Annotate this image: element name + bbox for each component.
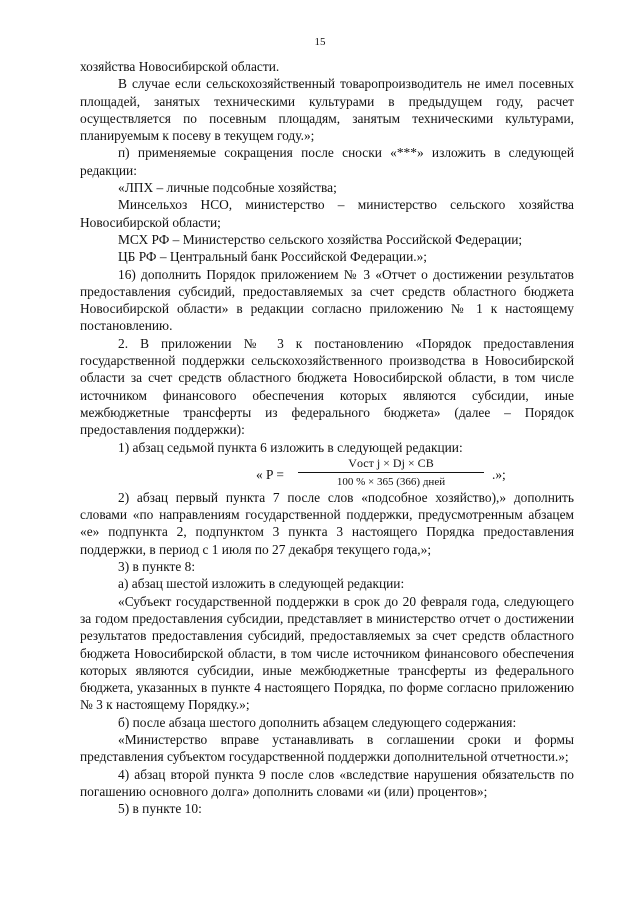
formula-end: .»; — [492, 466, 506, 482]
paragraph: 2. В приложении № 3 к постановлению «Порядок предоставления государственной поддержки сельскохозяйственного производства в Новосибирской области за счет средств областного бюджета Новосибирской области, в том числе источником финансового обеспечения которых являются субсидии, иные межбюджетные трансферты из федерального бюджета» (далее – Порядок предоставления поддержки): — [80, 335, 574, 438]
paragraph: 5) в пункте 10: — [118, 801, 202, 817]
document-body — [80, 58, 574, 817]
formula-fraction — [298, 456, 484, 489]
formula-denominator: 100 % × 365 (366) дней — [298, 472, 484, 489]
paragraph: 3) в пункте 8: — [118, 559, 196, 575]
paragraph: 1) абзац седьмой пункта 6 изложить в следующей редакции: — [118, 439, 463, 455]
paragraph: В случае если сельскохозяйственный товаропроизводитель не имел посевных площадей, занятых техническими культурами в предыдущем году, расчет осуществляется по посевным площадям, занятым техническими культурами, планируемым к посеву в текущем году.»; — [80, 76, 574, 144]
paragraph: «Министерство вправе устанавливать в соглашении сроки и формы представления субъектом государственной поддержки дополнительной отчетности.»; — [80, 731, 574, 765]
paragraph: МСХ РФ – Министерство сельского хозяйства Российской Федерации; — [118, 231, 523, 247]
paragraph: «Субъект государственной поддержки в срок до 20 февраля года, следующего за годом предоставления субсидии, представляет в министерство отчет о достижении результатов предоставления субсидий, предоставляемых за счет средств областного бюджета Новосибирской области, в том числе источником финансового обеспечения которых являются субсидии, иные межбюджетные трансферты из федерального бюджета, указанных в пункте 4 настоящего Порядка, по форме согласно приложению № 3 к настоящему Порядку.»; — [80, 593, 574, 713]
paragraph: 4) абзац второй пункта 9 после слов «вследствие нарушения обязательств по погашению основного долга» дополнить словами «и (или) процентов»; — [80, 766, 574, 799]
paragraph: ЦБ РФ – Центральный банк Российской Федерации.»; — [118, 249, 428, 265]
formula — [80, 456, 574, 489]
formula-lhs: « P = — [256, 466, 284, 482]
page-number: 15 — [314, 36, 326, 48]
paragraph: хозяйства Новосибирской области. — [80, 59, 280, 74]
paragraph: п) применяемые сокращения после сноски «***» изложить в следующей редакции: — [80, 145, 574, 178]
paragraph: б) после абзаца шестого дополнить абзацем следующего содержания: — [118, 714, 517, 730]
paragraph: а) абзац шестой изложить в следующей редакции: — [118, 576, 405, 592]
paragraph: 2) абзац первый пункта 7 после слов «подсобное хозяйство),» дополнить словами «по направлениям государственной поддержки, предусмотренным абзацем «е» подпункта 2, подпунктом 3 пункта 3 настоящего Порядка предоставления поддержки, в период с 1 июля по 27 декабря текущего года,»; — [80, 489, 574, 557]
paragraph: «ЛПХ – личные подсобные хозяйства; — [118, 180, 337, 196]
formula-numerator: Vост j × Dj × CB — [348, 455, 434, 470]
paragraph: Минсельхоз НСО, министерство – министерство сельского хозяйства Новосибирской области; — [80, 197, 574, 230]
paragraph: 16) дополнить Порядок приложением № 3 «Отчет о достижении результатов предоставления субсидий, предоставляемых за счет средств областного бюджета Новосибирской области» в редакции согласно приложению № 1 к настоящему постановлению. — [80, 266, 574, 334]
